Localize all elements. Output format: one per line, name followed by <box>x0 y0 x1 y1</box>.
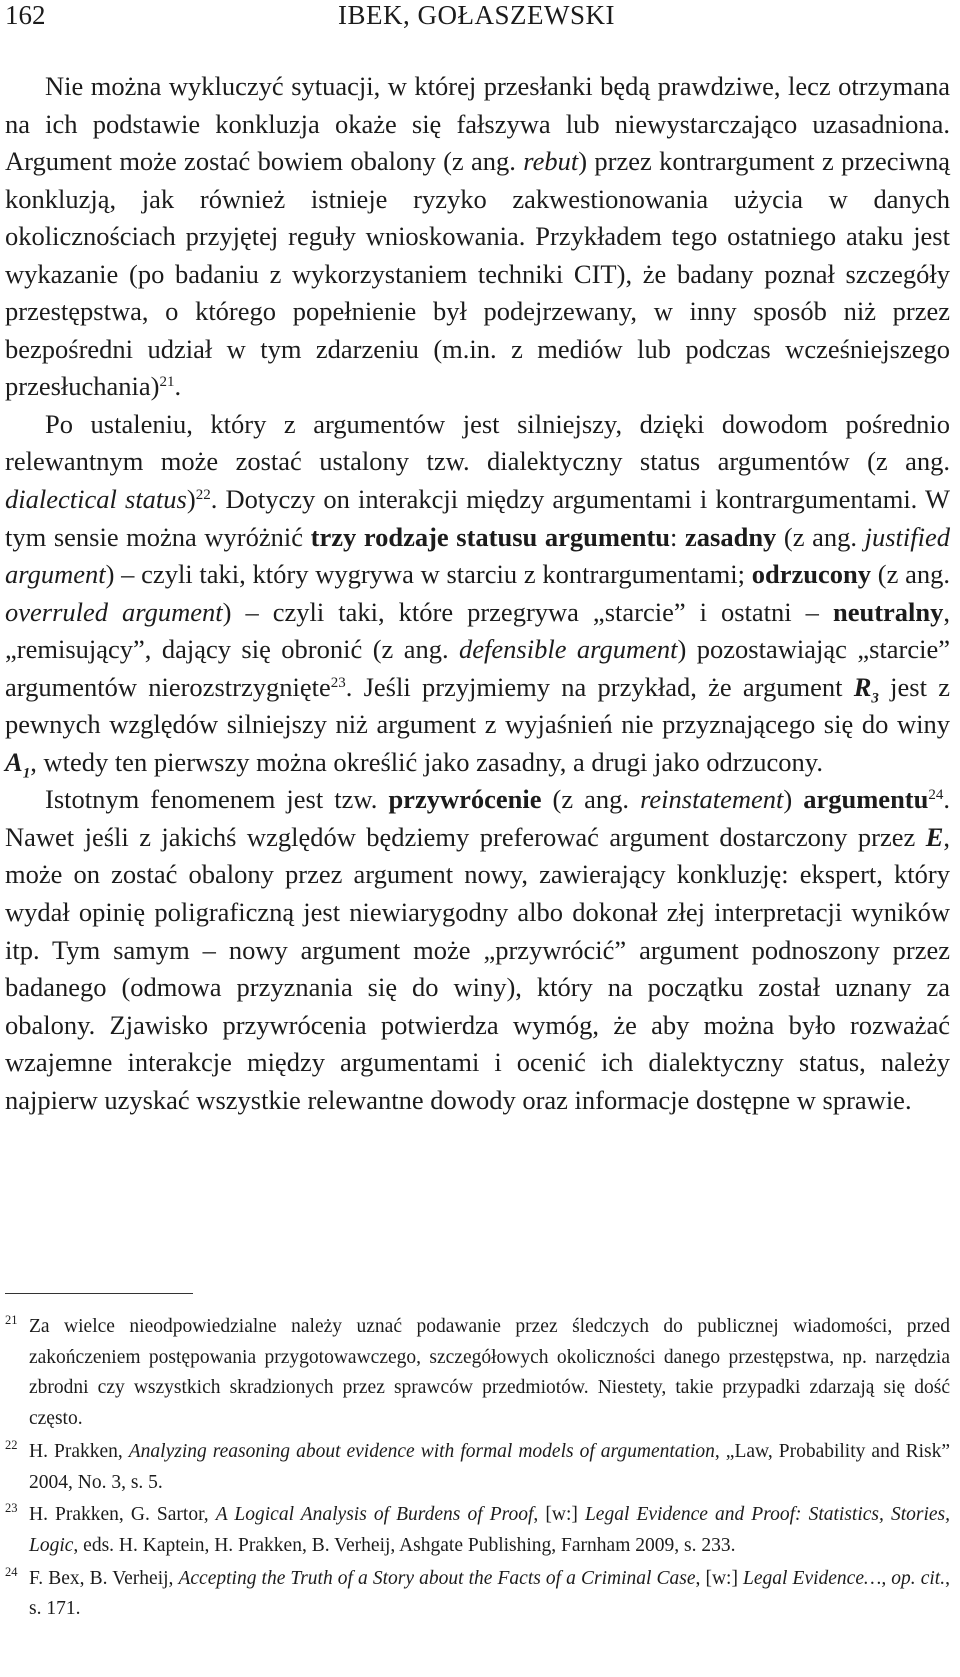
text-run: ) – czyli taki, który wygrywa w starciu z kontrargumentami; <box>105 559 752 590</box>
paragraph <box>5 406 950 781</box>
paragraph <box>5 781 950 1119</box>
bold-term: przywrócenie <box>388 784 542 815</box>
text-run: , „remisujący”, dający się obronić (z ang. <box>5 596 951 665</box>
symbol-letter: R <box>853 671 872 702</box>
bold-term: odrzucony <box>751 559 872 590</box>
footnote-text <box>29 1504 950 1556</box>
bold-term: trzy rodzaje statusu argumentu <box>310 521 671 552</box>
text-run: ) – czyli taki, które przegrywa „starcie” i ostatni – <box>222 596 833 627</box>
main-text <box>5 68 950 1119</box>
text-run: . <box>174 371 182 402</box>
text-run: ) pozostawiając „starcie” argumentów nierozstrzygnięte <box>5 634 950 702</box>
text-run: Istotnym fenomenem jest tzw. <box>45 784 389 815</box>
symbol-letter: E <box>925 821 944 852</box>
text-run: H. Prakken, G. Sartor, <box>29 1504 216 1526</box>
italic-span: dialectical status <box>5 484 187 515</box>
argument-symbol <box>853 671 879 707</box>
text-run: , [w:] <box>695 1567 744 1589</box>
footnote-number: 24 <box>5 1564 18 1579</box>
bold-term: argumentu <box>803 784 929 815</box>
footnotes <box>5 1312 950 1627</box>
page-number: 162 <box>5 0 46 30</box>
footnote <box>5 1500 950 1561</box>
footnote-number: 22 <box>5 1437 18 1452</box>
text-run: . Jeśli przyjmiemy na przykład, że argument <box>345 671 854 702</box>
text-run: Po ustaleniu, który z argumentów jest silniejszy, dzięki dowodom pośrednio relewantnym może zostać ustalony tzw. dialektyczny status argumentów (z ang. <box>5 408 950 477</box>
text-run: : <box>670 521 685 552</box>
argument-symbol <box>5 746 31 782</box>
text-run: ) <box>783 784 804 815</box>
footnote-ref: 24 <box>928 787 944 804</box>
symbol-subscript: 3 <box>871 690 879 707</box>
text-run: , może on zostać obalony przez argument nowy, zawierający konkluzję: ekspert, który wydał opinię poligraficzną jest niewiarygodny albo dokonał złej interpretacji wyników itp. Tym samym – nowy argument może „przywrócić” argument podnoszony przez badanego (odmowa przyznania się do winy), który na początku został uznany za obalony. Zjawisko przywrócenia potwierdza wymóg, że aby można było rozważać wzajemne interakcje między argumentami i ocenić ich dialektyczny status, należy najpierw uzyskać wszystkie relewantne dowody oraz informacje dostępne w sprawie. <box>5 821 950 1115</box>
italic-span: rebut <box>523 146 579 177</box>
text-run: , [w:] <box>533 1504 585 1526</box>
text-run: ) przez kontrargument z przeciwną konkluzją, jak również istnieje ryzyko zakwestionowania użycia w danych okolicznościach przyjętej reguły wnioskowania. Przykładem tego ostatniego ataku jest wykazanie (po badaniu z wykorzystaniem techniki CIT), że badany poznał szczegóły przestępstwa, o którego popełnienie był podejrzewany, w inny sposób niż przez bezpośredni udział w tym zdarzeniu (m.in. z mediów lub podczas wcześniejszego przesłuchania) <box>5 146 950 402</box>
paragraph <box>5 68 950 406</box>
text-run: Za wielce nieodpowiedzialne należy uznać podawanie przez śledczych do publicznej wiadomości, przed zakończeniem postępowania przygotowawczego, szczegółowych okoliczności danego przestępstwa, np. narzędzia zbrodni czy wszystkich skradzionych przez sprawców przedmiotów. Niestety, takie przypadki zdarzają się dość często. <box>29 1316 950 1430</box>
text-run: (z ang. <box>776 521 865 552</box>
running-title: IBEK, GOŁASZEWSKI <box>338 0 615 30</box>
text-run: ) <box>186 484 196 515</box>
footnote-ref: 23 <box>330 674 346 691</box>
italic-span: justified argument <box>5 521 950 590</box>
argument-symbol <box>926 822 944 852</box>
footnote-text <box>29 1441 950 1493</box>
text-run: jest z pewnych względów silniejszy niż argument z wyjaśnień nie przyznającego się do winy <box>5 671 950 740</box>
italic-span: overruled argument <box>5 596 223 627</box>
text-run: H. Prakken, <box>29 1440 129 1462</box>
text-run: F. Bex, B. Verheij, <box>29 1567 179 1589</box>
italic-span: A Logical Analysis of Burdens of Proof <box>215 1504 534 1526</box>
footnote <box>5 1437 950 1498</box>
footnote-separator <box>5 1293 193 1294</box>
symbol-letter: A <box>5 746 23 777</box>
running-header <box>5 0 948 40</box>
text-run: (z ang. <box>871 559 950 590</box>
text-run: , eds. H. Kaptein, H. Prakken, B. Verheij, Ashgate Publishing, Farnham 2009, s. 233. <box>73 1534 736 1556</box>
text-run: . Nawet jeśli z jakichś względów będziemy preferować argument dostarczony przez <box>5 784 950 852</box>
bold-term: neutralny <box>832 596 944 627</box>
text-run: (z ang. <box>541 784 641 815</box>
text-run: , wtedy ten pierwszy można określić jako zasadny, a drugi jako odrzucony. <box>30 746 823 777</box>
text-run: , „Law, Probability and Risk” 2004, No. 3, s. 5. <box>29 1440 950 1493</box>
footnote-text <box>29 1316 950 1429</box>
italic-span: Legal Evidence…, op. cit. <box>743 1567 946 1589</box>
text-run: , s. 171. <box>29 1567 950 1620</box>
italic-span: defensible argument <box>459 634 678 665</box>
italic-span: Analyzing reasoning about evidence with formal models of argumentation <box>128 1440 715 1462</box>
footnote-number: 23 <box>5 1501 18 1516</box>
footnote <box>5 1312 950 1435</box>
footnote-number: 21 <box>5 1313 18 1327</box>
italic-span: reinstatement <box>640 784 784 815</box>
footnote <box>5 1564 950 1625</box>
bold-term: zasadny <box>685 521 777 552</box>
footnote-ref: 22 <box>195 487 211 504</box>
symbol-subscript: 1 <box>22 765 31 782</box>
text-run: . Dotyczy on interakcji między argumentami i kontrargumentami. W tym sensie można wyróżnić <box>5 484 950 552</box>
footnote-text <box>29 1568 950 1620</box>
text-run: Nie można wykluczyć sytuacji, w której przesłanki będą prawdziwe, lecz otrzymana na ich podstawie konkluzja okaże się fałszywa lub niewystarczająco uzasadniona. Argument może zostać bowiem obalony (z ang. <box>5 71 950 177</box>
footnote-ref: 21 <box>159 374 175 391</box>
italic-span: Legal Evidence and Proof: Statistics, Stories, Logic <box>29 1504 950 1556</box>
italic-span: Accepting the Truth of a Story about the Facts of a Criminal Case <box>178 1567 696 1589</box>
